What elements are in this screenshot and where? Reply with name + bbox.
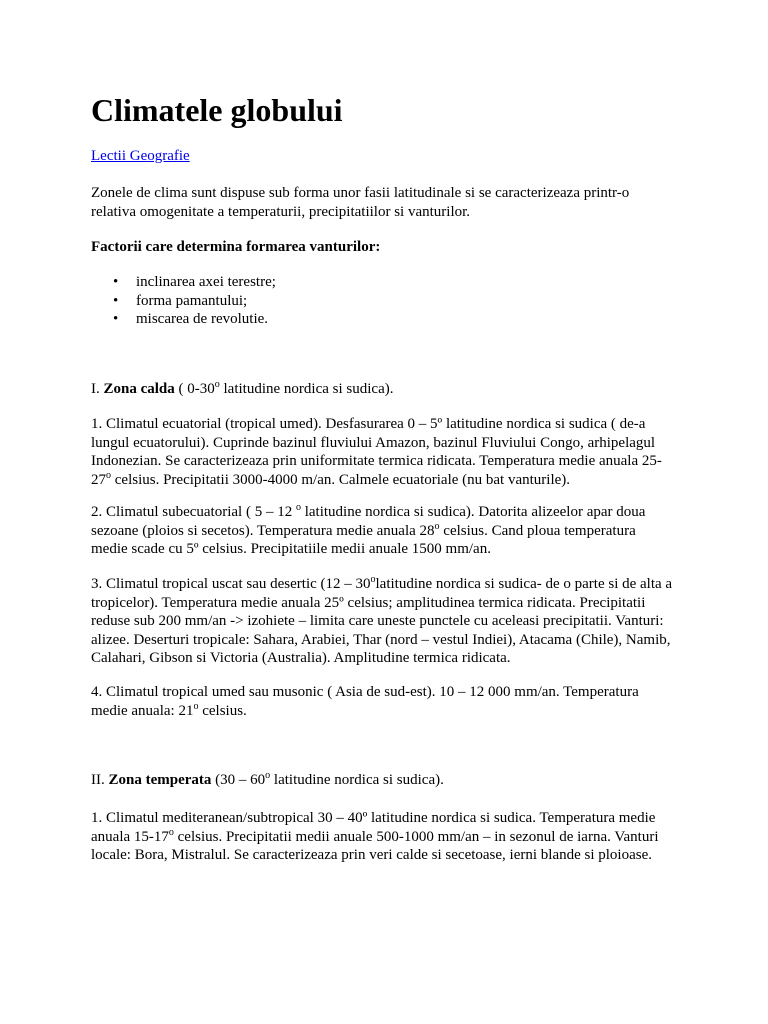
- text-line: 1. Climatul ecuatorial (tropical umed). Desfasurarea 0 – 5º latitudine nordica si sudica ( de-a: [91, 416, 646, 432]
- text-line: alizee. Deserturi tropicale: Sahara, Arabiei, Thar (nord – vestul Indiei), Atacama (Chile), Namib,: [91, 631, 671, 648]
- page-title: Climatele globului: [91, 92, 343, 128]
- text-line: 27$^o$ celsius. Precipitatii 3000-4000 m/an. Calmele ecuatoriale (nu bat vanturile).: [91, 469, 571, 488]
- climat-tropical-uscat-paragraph: [91, 575, 691, 668]
- climat-mediteranean-paragraph: [91, 809, 691, 865]
- section-number: II.: [91, 772, 105, 788]
- text-line: 2. Climatul subecuatorial ( 5 – 12 $^o$ latitudine nordica si sudica). Datorita alizeelor apar doua: [91, 502, 646, 520]
- text-line: reduse sub 200 mm/an -> izohiete – limita care uneste punctele cu aceleasi precipitatii. Vanturi:: [91, 613, 664, 629]
- zone-temperata-heading: II. Zona temperata (30 – 60$^o$ latitudine nordica si sudica).: [91, 770, 444, 788]
- text-line: 1. Climatul mediteranean/subtropical 30 – 40º latitudine nordica si sudica. Temperatura medie: [91, 810, 656, 826]
- text-line: Calahari, Gibson si Victoria (Australia). Amplitudine termica ridicata.: [91, 650, 511, 666]
- text-line: anuala 15-17$^o$ celsius. Precipitatii medii anuale 500-1000 mm/an – in sezonul de iarna. Vanturi: [91, 826, 659, 845]
- text-line: sezoane (ploios si secetos). Temperatura medie anuala 28$^o$ celsius. Cand ploua temperatura: [91, 520, 636, 539]
- text-line: tropicelor). Temperatura medie anuala 25º celsius; amplitudinea termica ridicata. Precipitatii: [91, 594, 646, 611]
- text-line: relativa omogenitate a temperaturii, precipitatiilor si vanturilor.: [91, 203, 471, 220]
- list-item: • forma pamantului;: [91, 292, 276, 311]
- text-line: medie anuala: 21$^o$ celsius.: [91, 700, 247, 719]
- text-line: 4. Climatul tropical umed sau musonic ( Asia de sud-est). 10 – 12 000 mm/an. Temperatura: [91, 684, 639, 700]
- text-line: Zonele de clima sunt dispuse sub forma unor fasii latitudinale si se caracterizeaza printr-o: [91, 185, 630, 201]
- intro-paragraph: [91, 184, 691, 221]
- text-line: 3. Climatul tropical uscat sau desertic (12 – 30$^o$latitudine nordica si sudica- de o parte si de alta a: [91, 574, 673, 592]
- list-item: • miscarea de revolutie.: [91, 310, 276, 329]
- climat-musonic-paragraph: [91, 683, 691, 720]
- zone-name: Zona calda: [103, 381, 175, 397]
- climat-ecuatorial-paragraph: [91, 415, 691, 489]
- text-line: medie scade cu 5º celsius. Precipitatiile medii anuale 1500 mm/an.: [91, 541, 491, 557]
- zone-name: Zona temperata: [108, 772, 212, 788]
- text-line: Indonezian. Se caracterizeaza prin uniformitate termica ridicata. Temperatura medie anuala 25-: [91, 453, 662, 469]
- zone-calda-heading: I. Zona calda ( 0-30$^o$ latitudine nordica si sudica).: [91, 379, 394, 397]
- text-line: locale: Bora, Mistralul. Se caracterizeaza prin veri calde si secetoase, ierni blande si ploioase.: [91, 847, 653, 863]
- section-number: I.: [91, 381, 100, 397]
- lectii-geografie-link[interactable]: Lectii Geografie: [91, 148, 190, 164]
- factors-list: [91, 273, 276, 329]
- list-item: • inclinarea axei terestre;: [91, 273, 276, 292]
- text-line: lungul ecuatorului). Cuprinde bazinul fluviului Amazon, bazinul Fluviului Congo, arhipelagul: [91, 434, 656, 451]
- climat-subecuatorial-paragraph: [91, 503, 691, 559]
- factors-heading: Factorii care determina formarea vanturilor:: [91, 239, 381, 255]
